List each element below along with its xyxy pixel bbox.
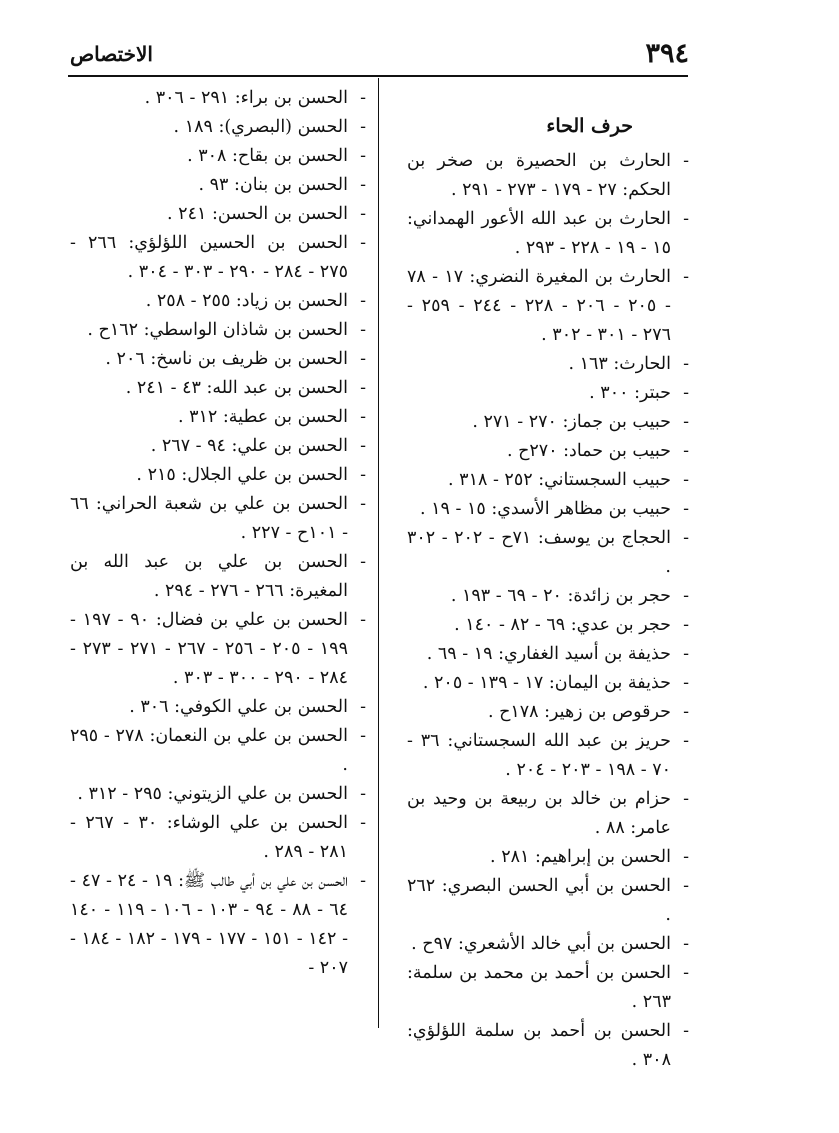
left-column (70, 84, 366, 983)
index-entry: - الحسن بن ظريف بن ناسخ: ٢٠٦ . (70, 345, 366, 374)
index-entry: - حبيب بن مظاهر الأسدي: ١٥ - ١٩ . (407, 495, 689, 524)
index-entry: - الحسن بن علي بن النعمان: ٢٧٨ - ٢٩٥ . (70, 722, 366, 780)
index-entry: - الحسن بن إبراهيم: ٢٨١ . (407, 843, 689, 872)
index-entry: - الحارث بن عبد الله الأعور الهمداني: ١٥ - ١٩ - ٢٢٨ - ٢٩٣ . (407, 205, 689, 263)
index-entry: - الحسن بن الحسين اللؤلؤي: ٢٦٦ - ٢٧٥ - ٢٨٤ - ٢٩٠ - ٣٠٣ - ٣٠٤ . (70, 229, 366, 287)
index-entry: - حجر بن زائدة: ٢٠ - ٦٩ - ١٩٣ . (407, 582, 689, 611)
header-rule (68, 75, 688, 77)
column-divider (378, 78, 379, 1028)
index-entry: - الحارث: ١٦٣ . (407, 350, 689, 379)
index-entry: - الحسن بن أحمد بن سلمة اللؤلؤي: ٣٠٨ . (407, 1017, 689, 1075)
index-entry: - حبيب بن حماد: ٢٧٠ح . (407, 437, 689, 466)
index-entry: - الحسن بن علي الزيتوني: ٢٩٥ - ٣١٢ . (70, 780, 366, 809)
index-entry: - حبيب السجستاني: ٢٥٢ - ٣١٨ . (407, 466, 689, 495)
index-entry: - الحسن بن عبد الله: ٤٣ - ٢٤١ . (70, 374, 366, 403)
index-entry: - حجر بن عدي: ٦٩ - ٨٢ - ١٤٠ . (407, 611, 689, 640)
index-entry: - الحسن بن زياد: ٢٥٥ - ٢٥٨ . (70, 287, 366, 316)
index-entry: - الحسن بن أبي خالد الأشعري: ٩٧ح . (407, 930, 689, 959)
book-title: الاختصاص (70, 42, 153, 66)
index-entry: - الحسن بن براء: ٢٩١ - ٣٠٦ . (70, 84, 366, 113)
index-entry: - الحسن بن علي بن فضال: ٩٠ - ١٩٧ - ١٩٩ - ٢٠٥ - ٢٥٦ - ٢٦٧ - ٢٧١ - ٢٧٣ - ٢٨٤ - ٢٩٠ - ٣٠٠ - ٣٠٣ . (70, 606, 366, 693)
index-entry: - الحسن بن علي الجلال: ٢١٥ . (70, 461, 366, 490)
index-entry: - الحسن بن علي: ٩٤ - ٢٦٧ . (70, 432, 366, 461)
index-entry: - حذيفة بن أسيد الغفاري: ١٩ - ٦٩ . (407, 640, 689, 669)
index-entry: - الحسن بن الحسن: ٢٤١ . (70, 200, 366, 229)
index-entry: - الحسن بن بقاح: ٣٠٨ . (70, 142, 366, 171)
index-entry: - حذيفة بن اليمان: ١٧ - ١٣٩ - ٢٠٥ . (407, 669, 689, 698)
section-heading: حرف الحاء (546, 115, 633, 137)
index-entry: - حريز بن عبد الله السجستاني: ٣٦ - ٧٠ - ١٩٨ - ٢٠٣ - ٢٠٤ . (407, 727, 689, 785)
right-column (407, 84, 689, 1075)
index-entry: - الحسن بن أبي الحسن البصري: ٢٦٢ . (407, 872, 689, 930)
index-entry: - الحسن بن علي بن شعبة الحراني: ٦٦ - ١٠١ح - ٢٢٧ . (70, 490, 366, 548)
page-number: ٣٩٤ (645, 38, 689, 69)
index-entry: - الحسن بن بنان: ٩٣ . (70, 171, 366, 200)
index-entry: - الحسن بن علي الوشاء: ٣٠ - ٢٦٧ - ٢٨١ - ٢٨٩ . (70, 809, 366, 867)
index-entry: - الحارث بن المغيرة النضري: ١٧ - ٧٨ - ٢٠٥ - ٢٠٦ - ٢٢٨ - ٢٤٤ - ٢٥٩ - ٢٧٦ - ٣٠١ - ٣٠٢ . (407, 263, 689, 350)
index-entry: - الحسن بن علي الكوفي: ٣٠٦ . (70, 693, 366, 722)
index-entry: - الحسن بن علي بن عبد الله بن المغيرة: ٢٦٦ - ٢٧٦ - ٢٩٤ . (70, 548, 366, 606)
index-entry: - حبتر: ٣٠٠ . (407, 379, 689, 408)
index-entry: - الحسن بن شاذان الواسطي: ١٦٢ح . (70, 316, 366, 345)
index-entry: - الحسن بن علي بن أبي طالب ﷺ: ١٩ - ٢٤ - ٤٧ - ٦٤ - ٨٨ - ٩٤ - ١٠٣ - ١٠٦ - ١١٩ - ١٤٠ - ١٤٢ - ١٥١ - ١٧٧ - ١٧٩ - ١٨٢ - ١٨٤ - ٢٠٧ - (70, 867, 366, 983)
index-entry: - حبيب بن جماز: ٢٧٠ - ٢٧١ . (407, 408, 689, 437)
index-entry: - الحسن بن أحمد بن محمد بن سلمة: ٢٦٣ . (407, 959, 689, 1017)
index-entry: - الحجاج بن يوسف: ٧١ح - ٢٠٢ - ٣٠٢ . (407, 524, 689, 582)
index-entry: - حزام بن خالد بن ربيعة بن وحيد بن عامر: ٨٨ . (407, 785, 689, 843)
index-entry: - حرقوص بن زهير: ١٧٨ح . (407, 698, 689, 727)
index-entry: - الحارث بن الحصيرة بن صخر بن الحكم: ٢٧ - ١٧٩ - ٢٧٣ - ٢٩١ . (407, 147, 689, 205)
index-entry: - الحسن (البصري): ١٨٩ . (70, 113, 366, 142)
index-entry: - الحسن بن عطية: ٣١٢ . (70, 403, 366, 432)
